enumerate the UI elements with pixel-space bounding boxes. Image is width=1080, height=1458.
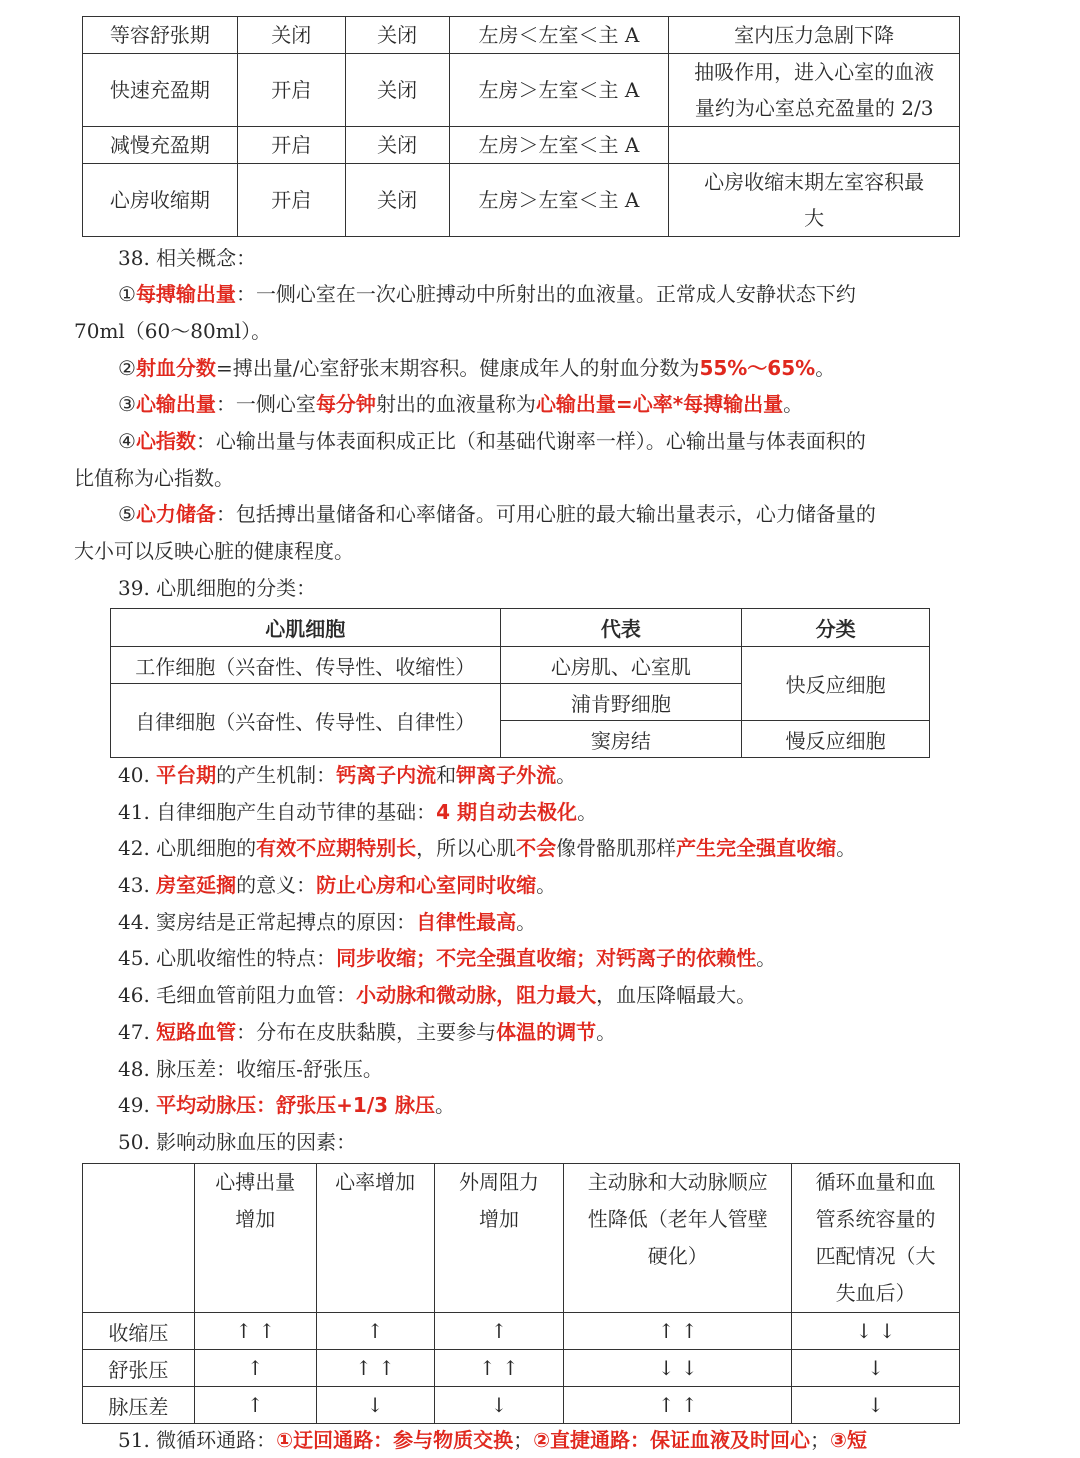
section-38-heading: 38. 相关概念： [118, 246, 257, 270]
note-cell [669, 54, 960, 127]
pressure-cell: 左房＞左室＜主 A [449, 54, 669, 127]
table-row [83, 164, 960, 237]
row-label: 舒张压 [83, 1350, 195, 1387]
cell-category: 慢反应细胞 [742, 721, 930, 758]
concept-stroke-volume: ①每搏输出量：一侧心室在一次心脏搏动中所射出的血液量。正常成人安静状态下约 [118, 282, 856, 306]
item-49: 49. 平均动脉压：舒张压+1/3 脉压。 [118, 1093, 456, 1117]
arrow-cell: ↑ ↑ [316, 1350, 434, 1387]
row-label: 脉压差 [83, 1387, 195, 1424]
column-header: 心肌细胞 [111, 609, 501, 647]
valve-cell: 开启 [237, 54, 345, 127]
valve-cell: 关闭 [345, 54, 449, 127]
column-header: 分类 [742, 609, 930, 647]
pressure-cell: 左房＞左室＜主 A [449, 127, 669, 164]
concept-cardiac-output: ③心输出量：一侧心室每分钟射出的血液量称为心输出量=心率*每搏输出量。 [118, 392, 804, 416]
phase-cell: 等容舒张期 [83, 17, 238, 54]
phase-cell: 减慢充盈期 [83, 127, 238, 164]
valve-cell: 开启 [237, 127, 345, 164]
arrow-cell: ↓ [316, 1387, 434, 1424]
arrow-cell: ↓ [792, 1350, 960, 1387]
item-47: 47. 短路血管：分布在皮肤黏膜，主要参与体温的调节。 [118, 1020, 617, 1044]
table-row [83, 127, 960, 164]
arrow-cell: ↑ ↑ [434, 1350, 564, 1387]
arrow-cell: ↑ [194, 1387, 316, 1424]
phase-cell: 心房收缩期 [83, 164, 238, 237]
arrow-cell: ↑ [194, 1350, 316, 1387]
cell-representative: 心房肌、心室肌 [500, 647, 742, 684]
column-header: 心率增加 [316, 1164, 434, 1313]
myocardial-cell-table [110, 608, 930, 758]
cell-category: 快反应细胞 [742, 647, 930, 721]
column-header: 代表 [500, 609, 742, 647]
valve-cell: 开启 [237, 164, 345, 237]
empty-corner [83, 1164, 195, 1313]
item-42: 42. 心肌细胞的有效不应期特别长，所以心肌不会像骨骼肌那样产生完全强直收缩。 [118, 836, 857, 860]
note-line: 心房收缩末期左室容积最 [704, 170, 925, 194]
cell-representative: 窦房结 [500, 721, 742, 758]
table-row [83, 1387, 960, 1424]
valve-cell: 关闭 [345, 17, 449, 54]
arrow-cell: ↑ ↑ [564, 1387, 792, 1424]
item-40: 40. 平台期的产生机制：钙离子内流和钾离子外流。 [118, 763, 577, 787]
note-cell [669, 127, 960, 164]
arrow-cell: ↓ [434, 1387, 564, 1424]
note-line: 量约为心室总充盈量的 2/3 [694, 96, 934, 120]
concept-cardiac-reserve-cont: 大小可以反映心脏的健康程度。 [74, 539, 354, 563]
arrow-cell: ↓ ↓ [564, 1350, 792, 1387]
pressure-cell: 左房＞左室＜主 A [449, 164, 669, 237]
table-header-row [83, 1164, 960, 1313]
item-48: 48. 脉压差：收缩压-舒张压。 [118, 1057, 383, 1081]
note-cell [669, 164, 960, 237]
cell-representative: 浦肯野细胞 [500, 684, 742, 721]
section-39-heading: 39. 心肌细胞的分类： [118, 576, 317, 600]
item-45: 45. 心肌收缩性的特点：同步收缩；不完全强直收缩；对钙离子的依赖性。 [118, 946, 777, 970]
table-row [83, 54, 960, 127]
item-41: 41. 自律细胞产生自动节律的基础：4 期自动去极化。 [118, 800, 598, 824]
table-row [83, 17, 960, 54]
phase-cell: 快速充盈期 [83, 54, 238, 127]
valve-cell: 关闭 [345, 127, 449, 164]
table-row [83, 1313, 960, 1350]
concept-cardiac-index: ④心指数：心输出量与体表面积成正比（和基础代谢率一样）。心输出量与体表面积的 [118, 429, 866, 453]
note-line: 大 [804, 206, 825, 230]
valve-cell: 关闭 [345, 164, 449, 237]
cardiac-cycle-table [82, 16, 960, 237]
arrow-cell: ↑ ↑ [564, 1313, 792, 1350]
valve-cell: 关闭 [237, 17, 345, 54]
item-51: 51. 微循环通路：①迂回通路：参与物质交换；②直捷通路：保证血液及时回心；③短 [118, 1428, 867, 1452]
column-header: 外周阻力 增加 [434, 1164, 564, 1313]
table-row [111, 647, 930, 684]
arrow-cell: ↓ [792, 1387, 960, 1424]
arrow-cell: ↓ ↓ [792, 1313, 960, 1350]
row-label: 收缩压 [83, 1313, 195, 1350]
column-header: 心搏出量 增加 [194, 1164, 316, 1313]
cell-type: 工作细胞（兴奋性、传导性、收缩性） [111, 647, 501, 684]
item-46: 46. 毛细血管前阻力血管：小动脉和微动脉，阻力最大，血压降幅最大。 [118, 983, 757, 1007]
arrow-cell: ↑ ↑ [194, 1313, 316, 1350]
pressure-cell: 左房＜左室＜主 A [449, 17, 669, 54]
note-cell: 室内压力急剧下降 [669, 17, 960, 54]
item-50: 50. 影响动脉血压的因素： [118, 1130, 357, 1154]
item-44: 44. 窦房结是正常起搏点的原因：自律性最高。 [118, 910, 537, 934]
column-header: 主动脉和大动脉顺应 性降低（老年人管壁 硬化） [564, 1164, 792, 1313]
concept-cardiac-index-cont: 比值称为心指数。 [74, 466, 234, 490]
concept-stroke-volume-cont: 70ml（60～80ml）。 [74, 319, 272, 343]
item-43: 43. 房室延搁的意义：防止心房和心室同时收缩。 [118, 873, 557, 897]
arrow-cell: ↑ [316, 1313, 434, 1350]
blood-pressure-factors-table [82, 1163, 960, 1424]
cell-type: 自律细胞（兴奋性、传导性、自律性） [111, 684, 501, 758]
concept-cardiac-reserve: ⑤心力储备：包括搏出量储备和心率储备。可用心脏的最大输出量表示，心力储备量的 [118, 502, 876, 526]
arrow-cell: ↑ [434, 1313, 564, 1350]
table-row [83, 1350, 960, 1387]
table-header-row [111, 609, 930, 647]
concept-ejection-fraction: ②射血分数=搏出量/心室舒张末期容积。健康成年人的射血分数为55%～65%。 [118, 356, 836, 380]
column-header: 循环血量和血 管系统容量的 匹配情况（大 失血后） [792, 1164, 960, 1313]
note-line: 抽吸作用，进入心室的血液 [694, 60, 935, 84]
